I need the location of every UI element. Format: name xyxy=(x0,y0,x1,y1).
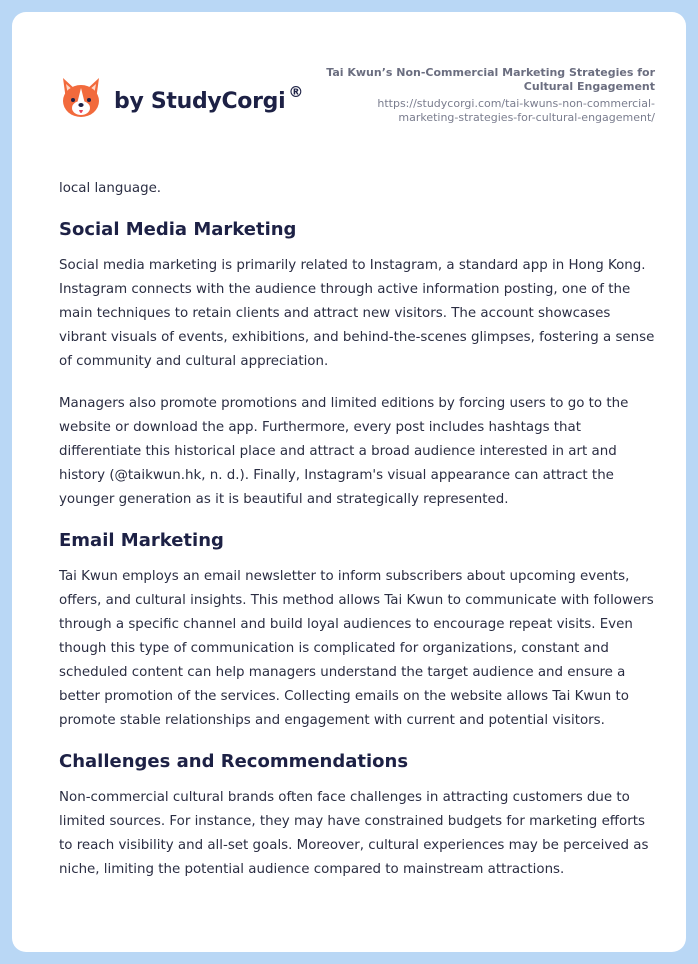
paragraph: Social media marketing is primarily related to Instagram, a standard app in Hong Kong. Instagram connects with the audience through active information posting, one of the main techniques to retain clients and attract new visitors. The account showcases vibrant visuals of events, exhibitions, and behind-the-scenes glimpses, fostering a sense of community and cultural appreciation. xyxy=(59,258,655,369)
article-body xyxy=(59,177,655,882)
studycorgi-logo[interactable] xyxy=(60,76,303,120)
heading-challenges-and-recommendations: Challenges and Recommendations xyxy=(59,751,409,772)
document-page xyxy=(12,12,686,952)
intro-fragment: local language. xyxy=(59,181,162,196)
heading-email-marketing: Email Marketing xyxy=(59,530,224,551)
corgi-icon xyxy=(60,76,102,120)
document-meta xyxy=(325,66,655,125)
document-url[interactable]: https://studycorgi.com/tai-kwuns-non-commercial-marketing-strategies-for-cultural-engagement/ xyxy=(377,97,655,124)
paragraph: Non-commercial cultural brands often face challenges in attracting customers due to limited sources. For instance, they may have constrained budgets for marketing efforts to reach visibility and all-set goals. Moreover, cultural experiences may be perceived as niche, limiting the potential audience compared to mainstream attractions. xyxy=(59,790,649,877)
paragraph: Managers also promote promotions and limited editions by forcing users to go to the website or download the app. Furthermore, every post includes hashtags that differentiate this historical place and attract a broad audience interested in art and history (@taikwun.hk, n. d.). Finally, Instagram's visual appearance can attract the younger generation as it is beautiful and strategically represented. xyxy=(59,396,629,507)
brand-name: by StudyCorgi ® xyxy=(114,82,304,114)
registered-mark: ® xyxy=(288,82,304,101)
heading-social-media-marketing: Social Media Marketing xyxy=(59,219,297,240)
document-title: Tai Kwun’s Non-Commercial Marketing Strategies for Cultural Engagement xyxy=(326,66,655,93)
paragraph: Tai Kwun employs an email newsletter to inform subscribers about upcoming events, offers, and cultural insights. This method allows Tai Kwun to communicate with followers through a specific channel and build loyal audiences to encourage repeat visits. Even though this type of communication is complicated for organizations, constant and scheduled content can help managers understand the target audience and ensure a better promotion of the services. Collecting emails on the website allows Tai Kwun to promote stable relationships and engagement with current and potential visitors. xyxy=(59,569,654,728)
